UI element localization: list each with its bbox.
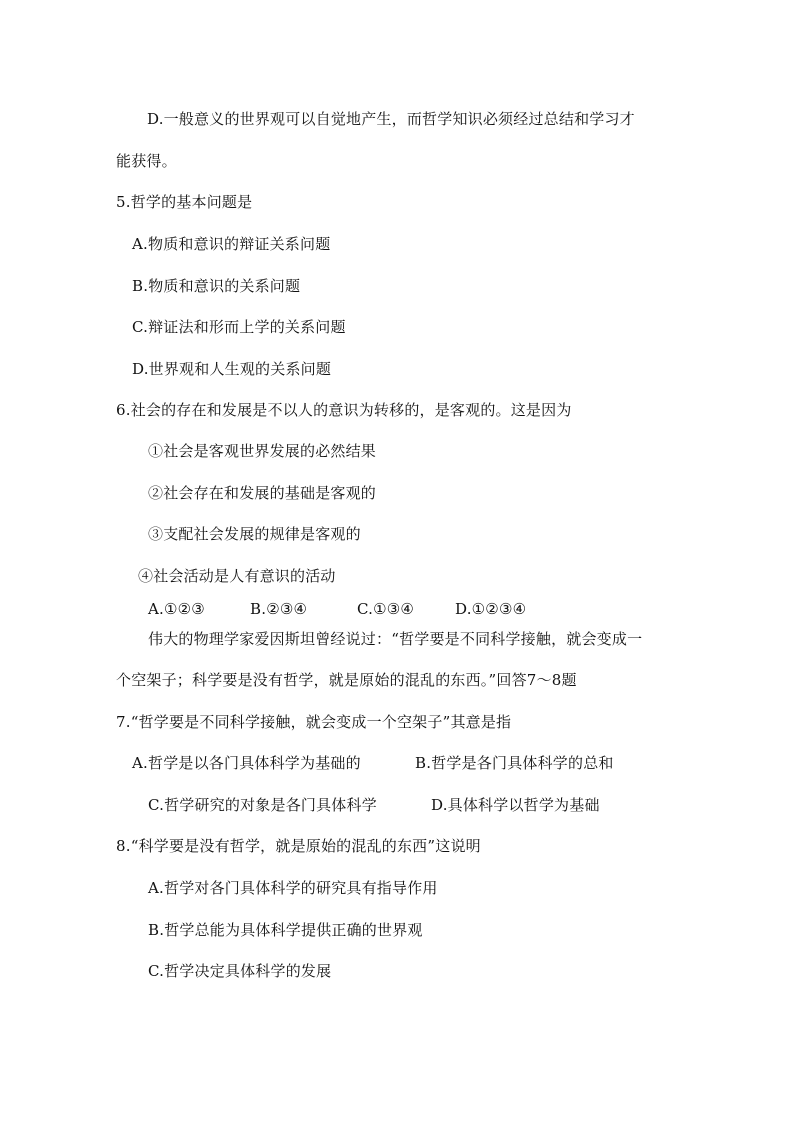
q8-option-b: B.哲学总能为具体科学提供正确的世界观 bbox=[148, 921, 423, 939]
q5-option-d: D.世界观和人生观的关系问题 bbox=[132, 360, 332, 378]
q8-option-a: A.哲学对各门具体科学的研究具有指导作用 bbox=[148, 879, 438, 897]
q4-option-d-line2: 能获得。 bbox=[116, 152, 177, 170]
passage-line1: 伟大的物理学家爱因斯坦曾经说过：“哲学要是不同科学接触，就会变成一 bbox=[148, 630, 643, 648]
q6-stem: 6.社会的存在和发展是不以人的意识为转移的，是客观的。这是因为 bbox=[116, 401, 572, 419]
q4-option-d-line1: D.一般意义的世界观可以自觉地产生，而哲学知识必须经过总结和学习才 bbox=[147, 110, 635, 128]
q5-stem: 5.哲学的基本问题是 bbox=[116, 193, 253, 211]
q6-statement-4: ④社会活动是人有意识的活动 bbox=[138, 567, 336, 585]
q7-stem: 7.“哲学要是不同科学接触，就会变成一个空架子”其意是指 bbox=[116, 713, 512, 731]
q7-option-b: B.哲学是各门具体科学的总和 bbox=[415, 754, 614, 772]
q6-choice-a: A.①②③ bbox=[148, 600, 205, 618]
q5-option-c: C.辩证法和形而上学的关系问题 bbox=[132, 318, 346, 336]
q7-option-a: A.哲学是以各门具体科学为基础的 bbox=[132, 754, 361, 772]
q6-choice-d: D.①②③④ bbox=[455, 600, 527, 618]
q6-choice-b: B.②③④ bbox=[250, 600, 308, 618]
q5-option-b: B.物质和意识的关系问题 bbox=[132, 277, 301, 295]
q8-stem: 8.“科学要是没有哲学，就是原始的混乱的东西”这说明 bbox=[116, 837, 481, 855]
q7-option-c: C.哲学研究的对象是各门具体科学 bbox=[148, 796, 377, 814]
q6-choice-c: C.①③④ bbox=[357, 600, 415, 618]
q8-option-c: C.哲学决定具体科学的发展 bbox=[148, 962, 332, 980]
q6-statement-3: ③支配社会发展的规律是客观的 bbox=[148, 525, 361, 543]
q5-option-a: A.物质和意识的辩证关系问题 bbox=[132, 235, 331, 253]
q7-option-d: D.具体科学以哲学为基础 bbox=[431, 796, 600, 814]
q6-statement-2: ②社会存在和发展的基础是客观的 bbox=[148, 484, 377, 502]
q6-statement-1: ①社会是客观世界发展的必然结果 bbox=[148, 442, 377, 460]
passage-line2: 个空架子；科学要是没有哲学，就是原始的混乱的东西。”回答7～8题 bbox=[116, 671, 577, 689]
